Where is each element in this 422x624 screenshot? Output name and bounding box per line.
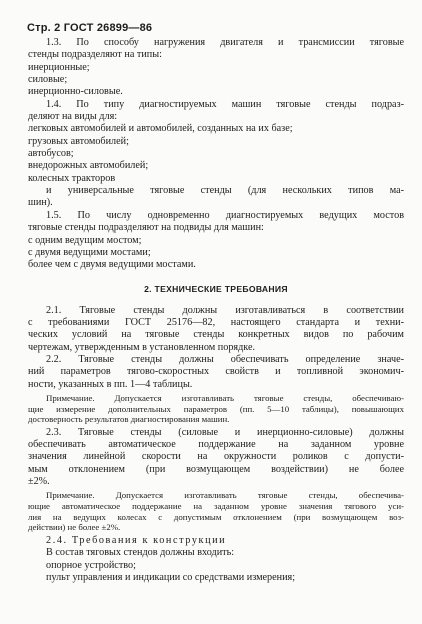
text-line: ности, указанных в пп. 1—4 таблицы.	[28, 378, 193, 390]
text-line: более чем с двумя ведущими мостами.	[28, 259, 196, 271]
text-line: 1.4. По типу диагностируемых машин тяговые стенды подраз-	[46, 98, 404, 110]
note-line: Примечание. Допускается изготавливать тяговые стенды, обеспечиваю-	[46, 392, 404, 403]
section-2-block	[28, 305, 404, 391]
text-line: 2.4. Требования к конструкции	[46, 534, 227, 546]
text-line: опорное устройство;	[46, 559, 136, 571]
text-line: внедорожных автомобилей;	[28, 160, 149, 172]
note-line: достоверность результатов диагностирования машин.	[28, 414, 230, 425]
text-line: автобусов;	[28, 148, 74, 160]
text-line: 1.3. По способу нагружения двигателя и трансмиссии тяговые	[46, 37, 404, 48]
text-line: ческих условий на тяговые стенды конкретных видов по рабочим	[28, 329, 404, 341]
text-line: В состав тяговых стендов должны входить:	[46, 547, 235, 559]
text-line: с требованиями ГОСТ 25176—82, настоящего стандарта и техни-	[28, 316, 404, 328]
text-line: инерционно-силовые.	[28, 86, 123, 98]
text-line: 2.1. Тяговые стенды должны изготавливаться в соответствии	[46, 304, 404, 316]
note-line: ющие автоматическое поддержание на заданном уровне значения тягового уси-	[28, 501, 404, 512]
text-line: силовые;	[28, 74, 68, 86]
text-line: легковых автомобилей и автомобилей, созданных на их базе;	[28, 123, 293, 135]
text-line: колесных тракторов	[28, 172, 116, 184]
note-1	[28, 393, 404, 425]
note-line: действии) не более ±2%.	[28, 522, 121, 533]
text-line: ний параметров тягово-скоростных свойств и топливной экономич-	[28, 366, 404, 378]
text-line: 2.3. Тяговые стенды (силовые и инерционно-силовые) должны	[46, 426, 404, 438]
text-line: и универсальные тяговые стенды (для нескольких типов ма-	[46, 185, 404, 197]
text-line: с двумя ведущими мостами;	[28, 246, 151, 258]
text-line: деляют на виды для:	[28, 111, 118, 123]
text-line: пульт управления и индикации со средствами измерения;	[46, 571, 296, 583]
text-line: тяговые стенды подразделяют на подвиды для машин:	[28, 222, 264, 234]
text-line: мым отклонением (при возмущающем воздействии) не более	[28, 463, 404, 475]
section-1-block	[28, 37, 404, 272]
text-line: обеспечивать автоматическое поддержание на заданном уровне	[28, 439, 404, 451]
text-line: значения линейной скорости на окружности роликов с допусти-	[28, 451, 404, 463]
text-line: ±2%.	[28, 476, 50, 488]
text-line: шин).	[28, 197, 53, 209]
text-line: 1.5. По числу одновременно диагностируемых ведущих мостов	[46, 209, 404, 221]
note-line: Примечание. Допускается изготавливать тяговые стенды, обеспечива-	[46, 490, 404, 501]
text-line: 2.2. Тяговые стенды должны обеспечивать определение значе-	[46, 353, 404, 365]
note-line: лия на ведущих колесах с допустимым отклонением (при возмущающем воз-	[28, 511, 404, 522]
text-line: грузовых автомобилей;	[28, 135, 129, 147]
page-header: Стр. 2 ГОСТ 26899—86	[27, 22, 153, 34]
section-heading: 2. ТЕХНИЧЕСКИЕ ТРЕБОВАНИЯ	[144, 283, 288, 294]
text-line: с одним ведущим мостом;	[28, 234, 142, 246]
section-4-block	[28, 535, 404, 584]
document-body	[28, 37, 404, 584]
text-line: стенды подразделяют на типы:	[28, 49, 162, 61]
text-line: инерционные;	[28, 61, 90, 73]
note-2	[28, 490, 404, 532]
note-line: щие измерение дополнительных параметров (пп. 5—10 таблицы), повышающих	[28, 403, 404, 414]
text-line: чертежам, утвержденным в установленном порядке.	[28, 341, 256, 353]
section-3-block	[28, 427, 404, 489]
